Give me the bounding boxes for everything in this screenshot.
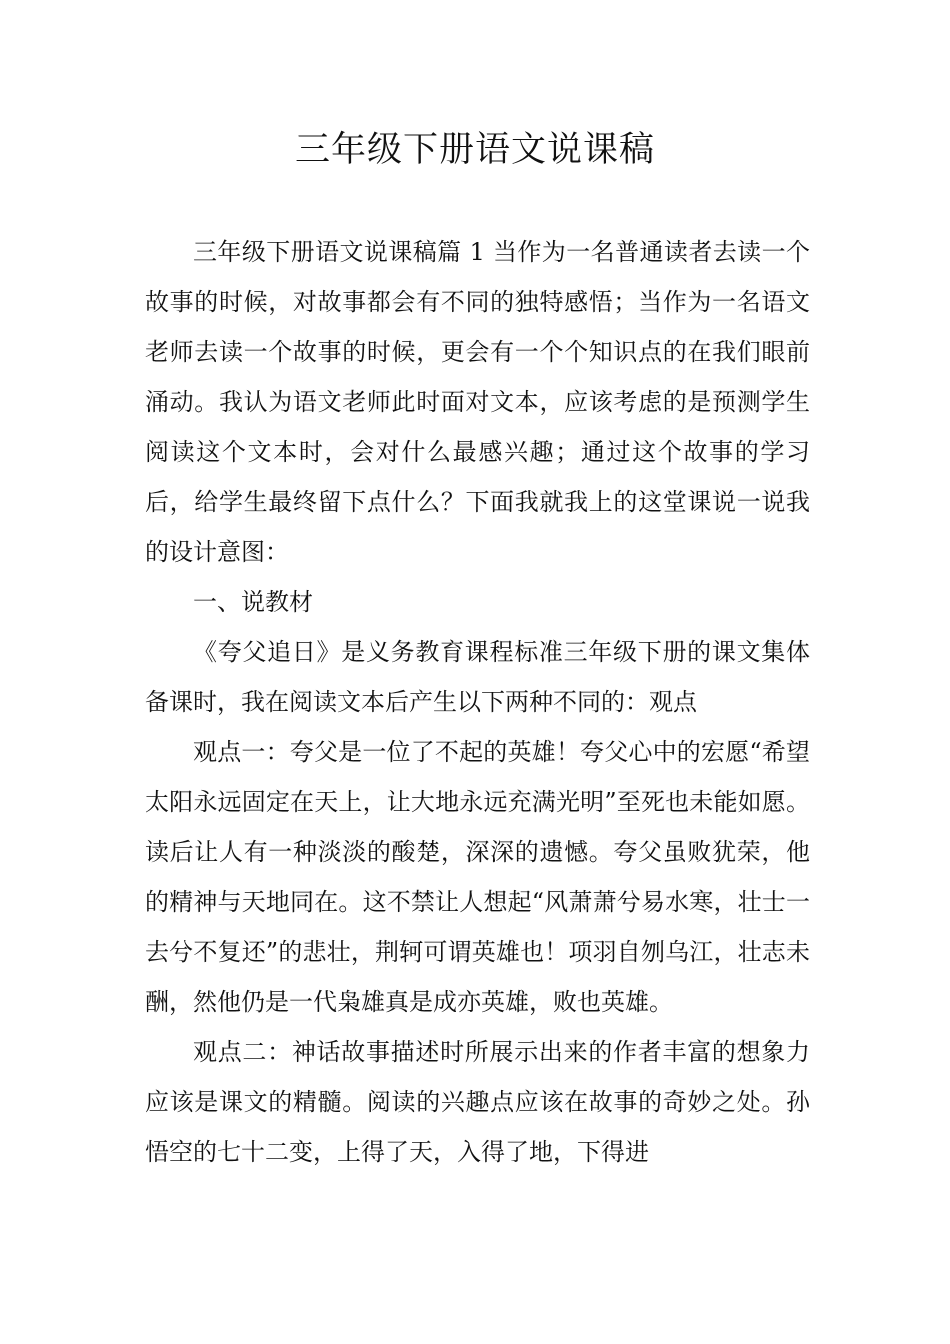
document-title: 三年级下册语文说课稿 bbox=[294, 130, 655, 170]
paragraph-viewpoint-one: 观点一：夸父是一位了不起的英雄！夸父心中的宏愿“希望太阳永远固定在天上，让大地永远充满光明”至死也未能如愿。读后让人有一种淡淡的酸楚，深深的遗憾。夸父虽败犹荣，他的精神与天地同在。这不禁让人想起“风萧萧兮易水寒，壮士一去兮不复还”的悲壮，荆轲可谓英雄也！项羽自刎乌江，壮志未酬，然他仍是一代枭雄真是成亦英雄，败也英雄。 bbox=[145, 738, 810, 1016]
paragraph-section-heading: 一、说教材 bbox=[193, 588, 313, 616]
document-body bbox=[145, 227, 810, 1177]
paragraph-textbook: 《夸父追日》是义务教育课程标准三年级下册的课文集体备课时，我在阅读文本后产生以下两种不同的：观点 bbox=[145, 638, 810, 716]
paragraph-intro: 三年级下册语文说课稿篇 1 当作为一名普通读者去读一个故事的时候，对故事都会有不同的独特感悟；当作为一名语文老师去读一个故事的时候，更会有一个个知识点的在我们眼前涌动。我认为语文老师此时面对文本，应该考虑的是预测学生阅读这个文本时，会对什么最感兴趣；通过这个故事的学习后，给学生最终留下点什么？下面我就我上的这堂课说一说我的设计意图： bbox=[145, 238, 810, 566]
paragraph-viewpoint-two: 观点二：神话故事描述时所展示出来的作者丰富的想象力应该是课文的精髓。阅读的兴趣点应该在故事的奇妙之处。孙悟空的七十二变，上得了天，入得了地，下得进 bbox=[145, 1038, 810, 1166]
